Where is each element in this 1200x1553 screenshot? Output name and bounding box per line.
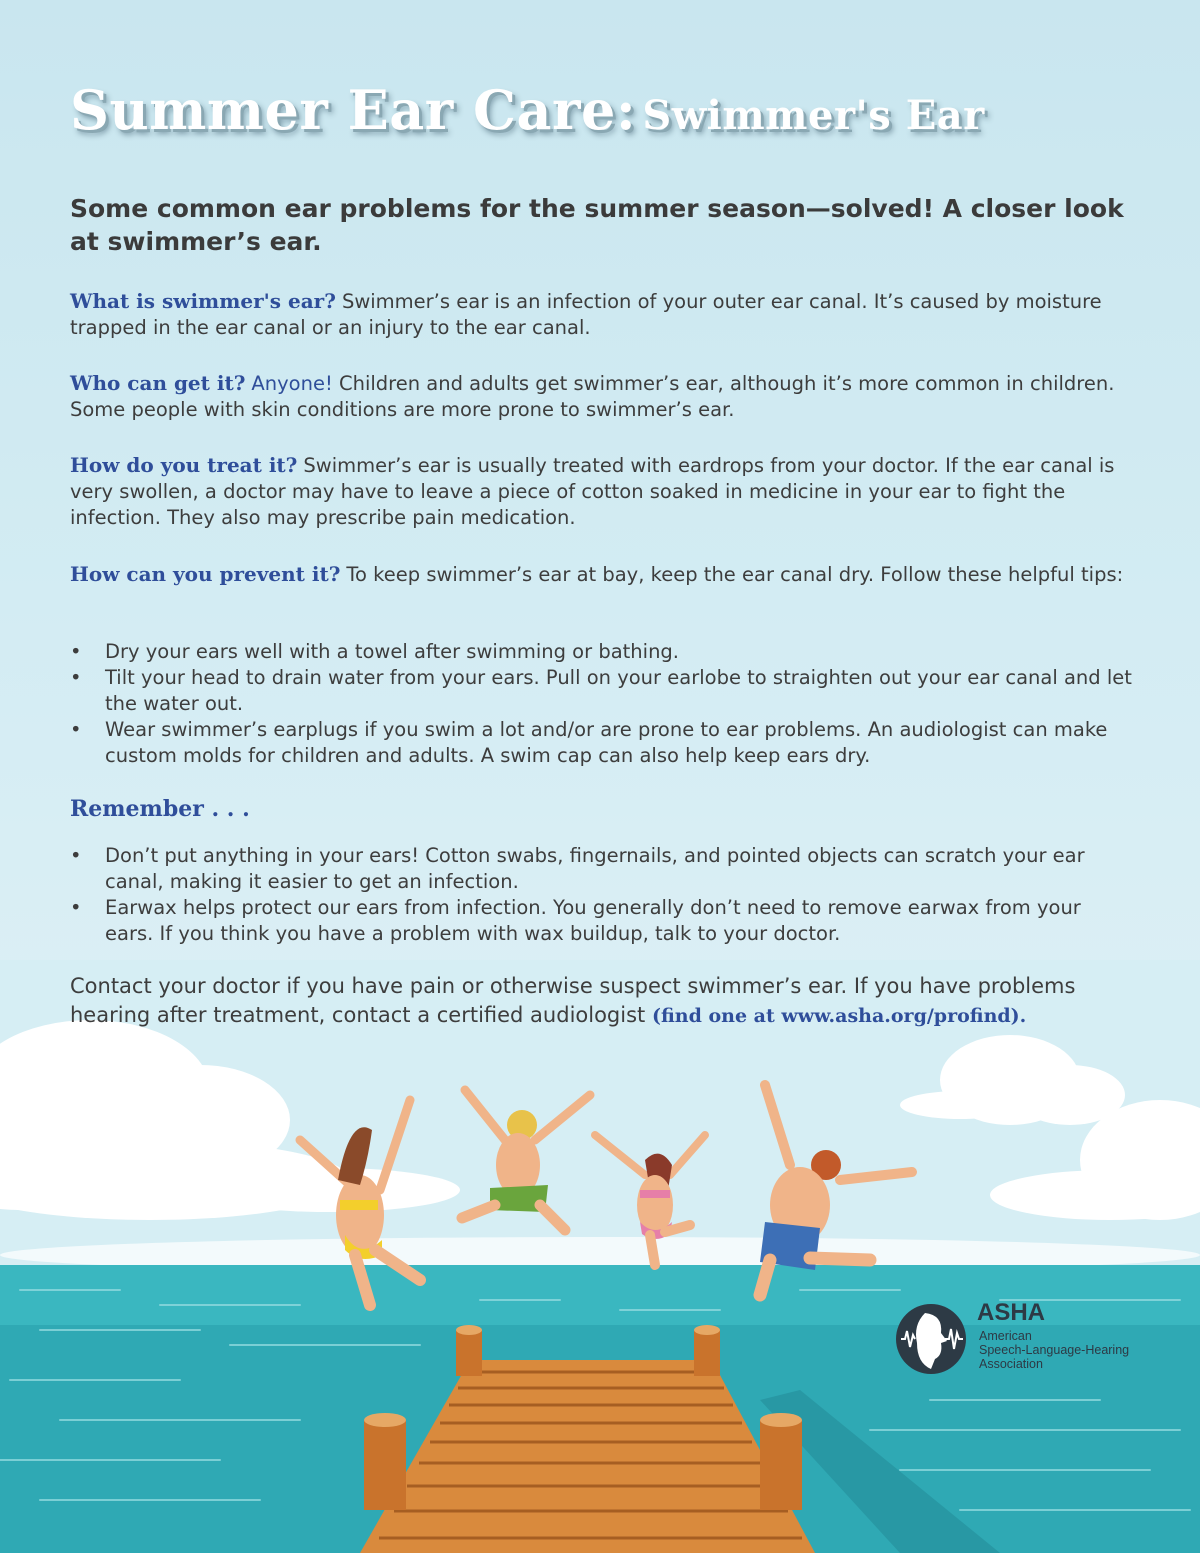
list-item (70, 639, 1132, 665)
section-what (70, 288, 1132, 341)
section-treat (70, 452, 1132, 531)
logo-line: Speech-Language-Hearing (979, 1343, 1130, 1357)
contact-body: Contact your doctor if you have pain or otherwise suspect swimmer’s ear. If you have problems hearing after treatment, contact a certified audiologist (70, 974, 1076, 1027)
contact-text (70, 972, 1132, 1031)
list-item-text: Don’t put anything in your ears! Cotton swabs, fingernails, and pointed objects can scratch your ear canal, making it easier to get an infection. (105, 844, 1085, 893)
section-answer-lead: Anyone! (251, 372, 333, 395)
section-answer: Children and adults get swimmer’s ear, although it’s more common in children. Some people with skin conditions are more prone to swimmer’s ear. (70, 372, 1115, 421)
section-question: How can you prevent it? (70, 562, 341, 586)
list-item-text: Wear swimmer’s earplugs if you swim a lot and/or are prone to ear problems. An audiologist can make custom molds for children and adults. A swim cap can also help keep ears dry. (105, 718, 1108, 767)
bullet: • (70, 640, 82, 663)
list-item (70, 843, 1132, 895)
logo-subtitle (979, 1329, 1149, 1371)
section-question: What is swimmer's ear? (70, 289, 336, 313)
remember-heading: Remember . . . (70, 796, 250, 822)
list-item-text: Earwax helps protect our ears from infection. You generally don’t need to remove earwax from your ears. If you think you have a problem with wax buildup, talk to your doctor. (105, 896, 1081, 945)
tips-list (70, 639, 1132, 769)
asha-logo-icon (895, 1303, 967, 1375)
list-item-text: Dry your ears well with a towel after swimming or bathing. (105, 640, 680, 663)
profind-link[interactable]: (find one at www.asha.org/profind). (651, 1005, 1027, 1027)
section-answer: Swimmer’s ear is an infection of your outer ear canal. It’s caused by moisture trapped in the ear canal or an injury to the ear canal. (70, 290, 1102, 339)
logo-name: ASHA (977, 1299, 1046, 1326)
bullet: • (70, 718, 82, 741)
section-question: Who can get it? (70, 371, 246, 395)
section-answer: Swimmer’s ear is usually treated with eardrops from your doctor. If the ear canal is very swollen, a doctor may have to leave a piece of cotton soaked in medicine in your ear to fight the infection. They also may prescribe pain medication. (70, 454, 1115, 529)
title-sub: Swimmer's Ear (642, 92, 985, 139)
bullet: • (70, 844, 82, 867)
bullet: • (70, 666, 82, 689)
intro-text: Some common ear problems for the summer season—solved! A closer look at swimmer’s ear. (70, 194, 1124, 256)
logo-line: Association (979, 1357, 1043, 1371)
logo-line: American (979, 1329, 1032, 1343)
page-title (70, 78, 1150, 142)
section-prevent (70, 561, 1132, 588)
bullet: • (70, 896, 82, 919)
remember-list (70, 843, 1132, 947)
list-item (70, 665, 1132, 717)
section-who (70, 370, 1132, 423)
asha-logo (895, 1299, 1145, 1375)
list-item (70, 717, 1132, 769)
list-item (70, 895, 1132, 947)
section-answer: To keep swimmer’s ear at bay, keep the ear canal dry. Follow these helpful tips: (346, 563, 1124, 586)
section-question: How do you treat it? (70, 453, 298, 477)
title-main: Summer Ear Care: (70, 78, 637, 142)
list-item-text: Tilt your head to drain water from your ears. Pull on your earlobe to straighten out your ear canal and let the water out. (105, 666, 1132, 715)
